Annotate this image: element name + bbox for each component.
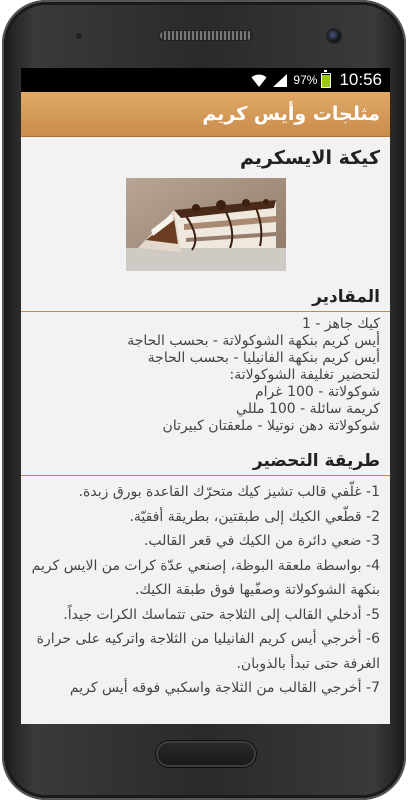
battery-percent: 97% <box>293 73 318 87</box>
list-item: أيس كريم بنكهة الشوكولاتة - بحسب الحاجة <box>127 333 380 349</box>
section-divider <box>21 475 390 476</box>
wifi-icon <box>251 74 267 87</box>
list-item: 4- بواسطة ملعقة البوظة، إصنعي عدّة كرات من الايس كريم بنكهة الشوكولاتة وصفّيها فوق طبقة الكيك. <box>31 557 380 598</box>
app-title-bar <box>21 92 390 137</box>
steps-list <box>31 480 380 701</box>
list-item: شوكولاتة - 100 غرام <box>255 384 380 400</box>
device-screen <box>21 68 390 724</box>
recipe-content[interactable] <box>21 147 390 701</box>
list-item: 7- أخرجي القالب من الثلاجة واسكبي فوقه أيس كريم <box>69 680 380 696</box>
section-divider <box>21 311 390 312</box>
list-item: 3- ضعي دائرة من الكيك في قعر القالب. <box>143 533 380 549</box>
list-item: شوكولاتة دهن نوتيلا - ملعقتان كبيرتان <box>162 418 380 434</box>
list-item: 5- أدخلي القالب إلى الثلاجة حتى تتماسك الكرات جيداً. <box>63 606 380 623</box>
battery-icon <box>321 73 331 88</box>
recipe-title: كيكة الايسكريم <box>239 147 380 169</box>
front-camera <box>328 30 340 42</box>
list-item: 6- أخرجي أيس كريم الفانيليا من الثلاجة واتركيه على حرارة الغرفة حتى تبدأ بالذوبان. <box>36 631 380 672</box>
home-button[interactable] <box>156 741 256 767</box>
hardware-buttons <box>2 734 406 774</box>
recipe-photo <box>126 178 286 271</box>
ingredients-heading: المقادير <box>312 287 380 307</box>
list-item: 2- قطّعي الكيك إلى طبقتين، بطريقة أفقيّة. <box>129 508 380 525</box>
list-item: 1- غلّفي قالب تشيز كيك متحرّك القاعدة بورق زبدة. <box>78 484 380 500</box>
list-item: لتحضير تغليفة الشوكولاتة: <box>229 367 380 383</box>
list-item: أيس كريم بنكهة الفانيليا - بحسب الحاجة <box>147 350 380 366</box>
status-bar <box>21 68 390 92</box>
ingredients-list <box>31 316 380 435</box>
earpiece-speaker <box>160 31 252 40</box>
list-item: كيك جاهز - 1 <box>301 316 380 332</box>
method-heading: طريقة التحضير <box>252 451 380 471</box>
app-title: مثلجات وأيس كريم <box>202 103 380 125</box>
list-item: كريمة سائلة - 100 مللي <box>236 401 380 417</box>
status-clock: 10:56 <box>339 70 382 89</box>
signal-icon <box>273 74 287 87</box>
phone-frame <box>2 0 406 800</box>
proximity-sensor <box>76 33 82 39</box>
